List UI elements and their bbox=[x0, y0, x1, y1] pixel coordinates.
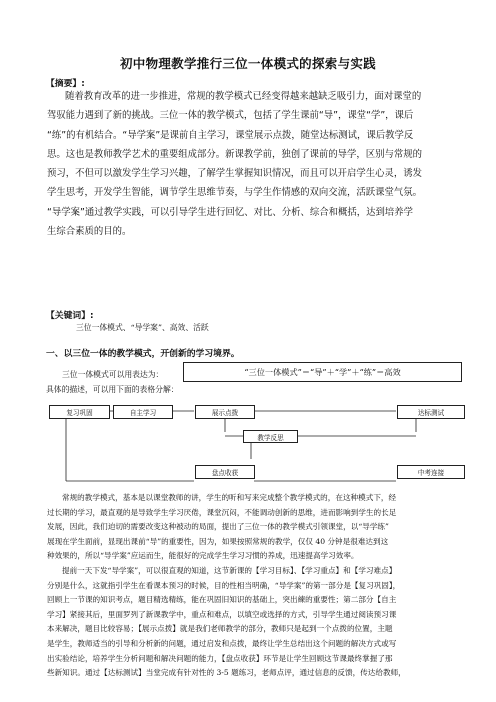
abstract-line: 预习，不但可以激发学生学习兴趣，了解学生掌握知识情况，而且可以开启学生心灵，诱发 bbox=[47, 168, 423, 180]
body-line: 些新知识。通过【达标测试】当堂完成有针对性的 3-5 题练习，老师点评，通过信息的反馈，传达给教师， bbox=[47, 668, 406, 678]
body-line: 本来解决，题目比较容易；【展示点拨】就是我们老师教学的部分，教师只是起到一个点拨的位置，主题 bbox=[47, 624, 393, 634]
link-box: 中考连接 bbox=[397, 465, 465, 479]
self-study-box: 自主学习 bbox=[113, 405, 173, 419]
test-box: 达标测试 bbox=[397, 405, 465, 419]
abstract-line: 生综合素质的目的。 bbox=[47, 226, 132, 238]
body-line: 提前一天下发“导学案”，可以很直观的知道，这节新课的【学习目标】、【学习重点】和【学习难点】 bbox=[62, 565, 397, 575]
abstract-heading: 【摘要】: bbox=[46, 79, 85, 89]
body-line: 展现在学生面前，显现出课前“导”的重要性，因为，如果按照常规的教学，仅仅 40 分钟是很难达到这 bbox=[47, 536, 389, 546]
body-line: 种效果的，所以“导学案”应运而生，能很好的完成学生学习习惯的养成，迅速提高学习效率。 bbox=[47, 551, 359, 561]
body-line: 分别是什么，这就指引学生在看课本预习的时候，目的性相当明确，“导学案”的第一部分是【复习巩固】， bbox=[47, 580, 401, 590]
review-box: 复习巩固 bbox=[49, 405, 110, 419]
abstract-line: 随着教育改革的进一步推进，常规的教学模式已经变得越来越缺乏吸引力，面对课堂的 bbox=[65, 91, 422, 102]
abstract-line: “练”的有机结合。“导学案”是课前自主学习，课堂展示点拨，随堂达标测试，课后教学反 bbox=[47, 129, 414, 141]
body-line: 是学生，教师适当的引导和分析新的问题，通过启发和点拨，最终让学生总结出这个问题的解决方式或写 bbox=[47, 638, 397, 648]
body-line: 常规的教学模式，基本是以课堂教师的讲，学生的听和写来完成整个教学模式的，在这种模式下，经 bbox=[62, 493, 397, 502]
reflection-box: 教学反思 bbox=[243, 430, 298, 443]
abstract-line: “导学案”通过教学实践，可以引导学生进行回忆、对比、分析、综合和概括，达到培养学 bbox=[47, 206, 413, 218]
section-heading: 一、以三位一体的教学模式，开创新的学习境界。 bbox=[46, 349, 240, 359]
harvest-box: 盘点收获 bbox=[195, 465, 255, 479]
body-line: 学习】紧接其后，里面罗列了新课教学中，重点和难点，以填空或选择的方式，引导学生通过阅读预习课 bbox=[47, 609, 397, 619]
page-title: 初中物理教学推行三位一体模式的探索与实践 bbox=[119, 56, 376, 71]
formula-box: “三位一体模式”＝“导”＋“学”＋“练”＝高效 bbox=[183, 362, 462, 382]
abstract-line: 驾驭能力遇到了新的挑战。三位一体的教学模式，包括了学生课前“导”，课堂“学”，课后 bbox=[47, 110, 414, 122]
formula-intro: 三位一体模式可以用表达为： bbox=[62, 370, 164, 379]
table-intro: 具体的描述，可以用下面的表格分解： bbox=[46, 385, 179, 394]
body-line: 出实验结论，培养学生分析问题和解决问题的能力，【盘点收获】环节是让学生回顾这节课最终掌握了那 bbox=[47, 653, 393, 663]
body-line: 过长期的学习，最直观的是导致学生学习厌倦，课堂沉闷，不能调动创新的思维，进而影响到学生的长足 bbox=[47, 507, 397, 517]
abstract-line: 思。这也是教师教学艺术的重要组成部分。新课教学前，独创了课前的导学，区别与常规的 bbox=[47, 148, 423, 160]
body-line: 回顾上一节课的知识考点，题目精选精练，能在巩固旧知识的基础上，突出練的重要性；第二部分【自主 bbox=[47, 595, 397, 605]
body-text bbox=[47, 491, 467, 681]
keywords-text: 三位一体模式、“导学案”、高效、活跃 bbox=[76, 323, 209, 332]
keywords-heading: 【关键词】: bbox=[46, 311, 94, 321]
display-box: 展示点拨 bbox=[195, 405, 255, 419]
body-line: 发展，因此，我们迫切的需要改变这种被动的局面，提出了三位一体的教学模式引领课堂，以“导学练” bbox=[47, 522, 389, 532]
abstract-line: 学生思考，开发学生智能，调节学生思维节奏，与学生作情感的双向交流，活跃课堂气氛。 bbox=[47, 187, 423, 199]
